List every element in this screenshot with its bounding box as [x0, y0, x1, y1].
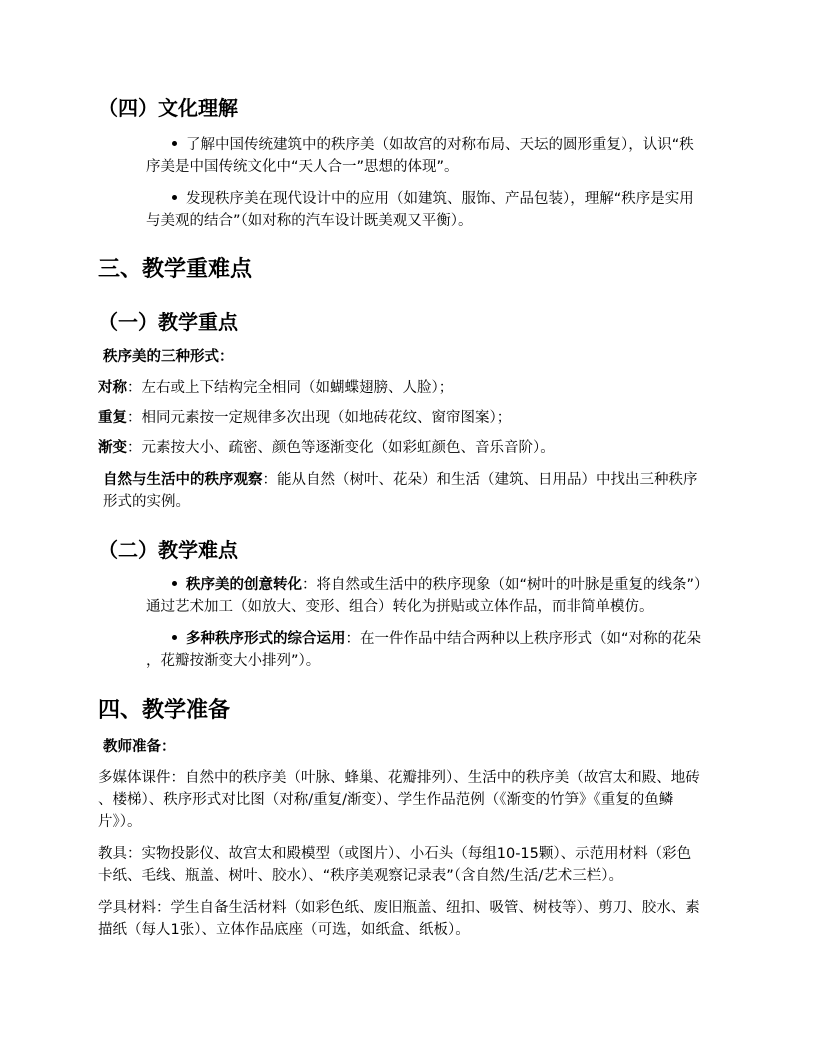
- bullet-item-1-line-2: 序美是中国传统文化中“天人合一”思想的体现”。: [146, 159, 459, 175]
- bullet-item-1-line-1: 了解中国传统建筑中的秩序美（如故宫的对称布局、天坛的圆形重复），认识“秩: [172, 136, 694, 154]
- section-heading-teaching-preparation: 四、教学准备: [98, 698, 231, 723]
- subsection-heading-teaching-focus: （一）教学重点: [98, 310, 238, 334]
- section-heading-cultural-understanding: （四）文化理解: [98, 96, 238, 120]
- teaching-aids-line-2: 卡纸、毛线、瓶盖、树叶、胶水）、“秩序美观察记录表”（含自然/生活/艺术三栏）。: [98, 868, 624, 884]
- student-materials-line-1: 学具材料：学生自备生活材料（如彩色纸、废旧瓶盖、纽扣、吸管、树枝等）、剪刀、胶水、素: [98, 900, 700, 916]
- difficulty-item-1-line-1: 秩序美的创意转化：将自然或生活中的秩序现象（如“树叶的叶脉是重复的线条”）: [172, 576, 709, 594]
- bullet-item-2-line-2: 与美观的结合”（如对称的汽车设计既美观又平衡）。: [146, 213, 473, 229]
- gradient-item: 渐变：元素按大小、疏密、颜色等逐渐变化（如彩虹颜色、音乐音阶）。: [98, 440, 555, 456]
- teacher-preparation-label: 教师准备：: [103, 739, 176, 755]
- multimedia-line-2: 、楼梯）、秩序形式对比图（对称/重复/渐变）、学生作品范例（《渐变的竹笋》《重复的鱼鳞: [98, 792, 674, 808]
- repetition-item: 重复：相同元素按一定规律多次出现（如地砖花纹、窗帘图案）；: [98, 410, 512, 426]
- observation-item-line-1: 自然与生活中的秩序观察：能从自然（树叶、花朵）和生活（建筑、日用品）中找出三种秩序: [103, 472, 698, 488]
- bullet-item-2-line-1: 发现秩序美在现代设计中的应用（如建筑、服饰、产品包装），理解“秩序是实用: [172, 190, 694, 208]
- bullet-icon: [172, 195, 177, 200]
- symmetry-item: 对称：左右或上下结构完全相同（如蝴蝶翅膀、人脸）；: [98, 380, 454, 396]
- section-heading-key-points: 三、教学重难点: [98, 257, 253, 282]
- observation-item-line-2: 形式的实例。: [103, 494, 190, 510]
- bullet-icon: [172, 581, 177, 586]
- difficulty-item-2-line-1: 多种秩序形式的综合运用：在一件作品中结合两种以上秩序形式（如“对称的花朵: [172, 630, 701, 648]
- difficulty-item-1-line-2: 通过艺术加工（如放大、变形、组合）转化为拼贴或立体作品，而非简单模仿。: [146, 599, 654, 615]
- teaching-aids-line-1: 教具：实物投影仪、故宫太和殿模型（或图片）、小石头（每组10-15颗）、示范用材料（彩色: [98, 846, 692, 862]
- bullet-icon: [172, 141, 177, 146]
- forms-intro: 秩序美的三种形式：: [103, 349, 234, 365]
- student-materials-line-2: 描纸（每人1张）、立体作品底座（可选，如纸盒、纸板）。: [98, 922, 470, 938]
- bullet-icon: [172, 635, 177, 640]
- subsection-heading-teaching-difficulty: （二）教学难点: [98, 538, 238, 562]
- multimedia-line-3: 片》）。: [98, 814, 142, 830]
- multimedia-line-1: 多媒体课件：自然中的秩序美（叶脉、蜂巢、花瓣排列）、生活中的秩序美（故宫太和殿、地砖: [98, 770, 700, 786]
- difficulty-item-2-line-2: ，花瓣按渐变大小排列”）。: [146, 653, 321, 669]
